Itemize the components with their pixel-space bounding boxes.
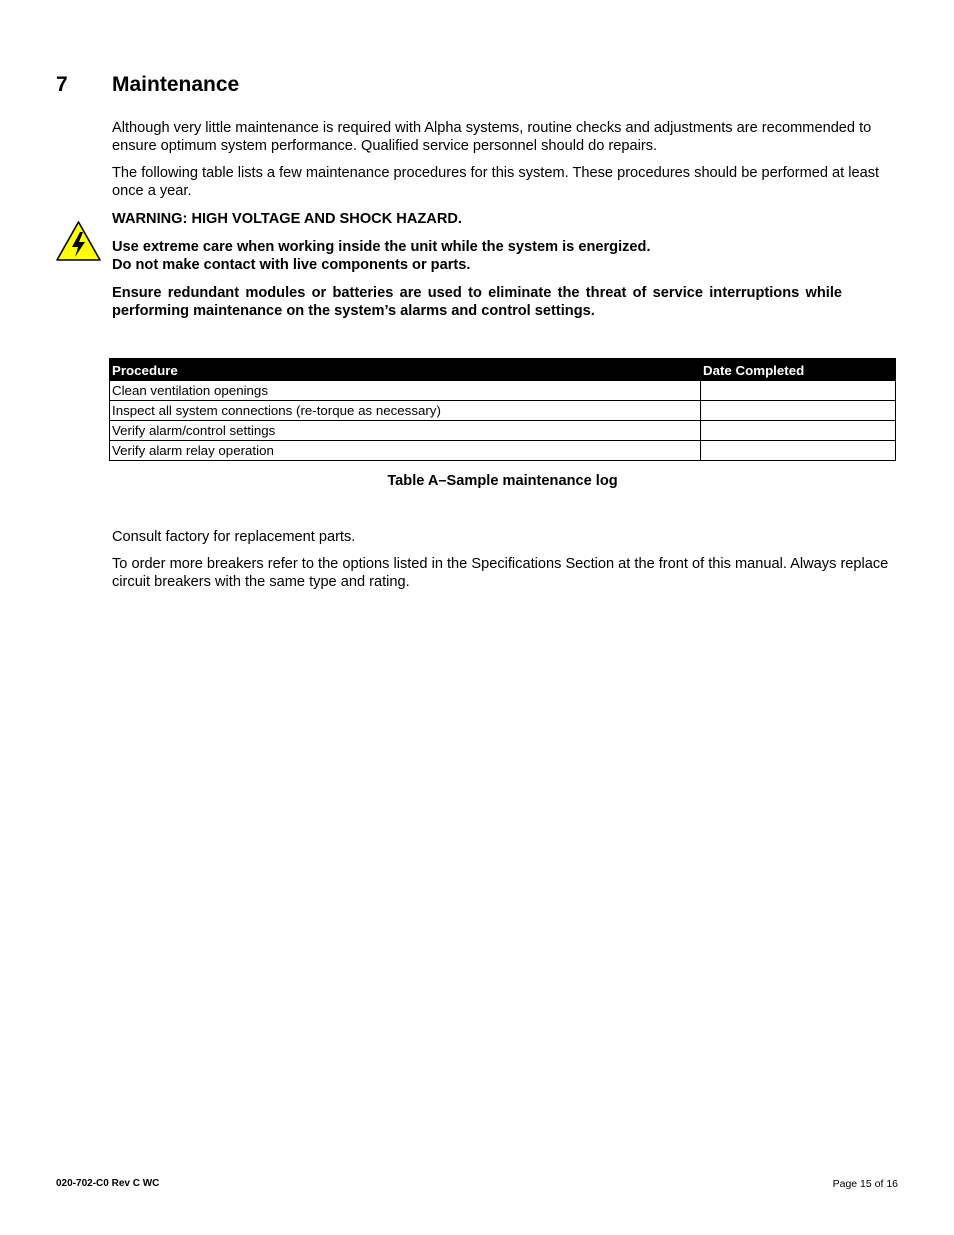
- date-cell: [701, 401, 896, 421]
- intro-text: The following table lists a few maintenance procedures for this system. These procedures should be performed at least once a year.: [112, 165, 880, 199]
- warning-redundant: [112, 284, 842, 320]
- warning-care-line: Do not make contact with live components or parts.: [112, 257, 471, 273]
- procedure-cell: Verify alarm/control settings: [110, 421, 701, 441]
- breakers-text: To order more breakers refer to the options listed in the Specifications Section at the front of this manual. Always replace circuit breakers with the same type and rating.: [112, 556, 889, 590]
- table-header-row: [110, 359, 896, 381]
- footer-page-number: Page 15 of 16: [832, 1178, 898, 1190]
- footer-doc-id: 020-702-C0 Rev C WC: [56, 1178, 160, 1189]
- table-row: [110, 381, 896, 401]
- procedure-cell: Clean ventilation openings: [110, 381, 701, 401]
- warning-care-line: Use extreme care when working inside the unit while the system is energized.: [112, 239, 651, 255]
- intro-text: Although very little maintenance is required with Alpha systems, routine checks and adjustments are recommended to ensure optimum system performance. Qualified service personnel should do repairs.: [112, 120, 872, 154]
- procedure-cell: Verify alarm relay operation: [110, 441, 701, 461]
- warning-title: [112, 210, 897, 228]
- table-row: [110, 421, 896, 441]
- table-caption: Table A–Sample maintenance log: [387, 473, 618, 489]
- warning-care: [112, 238, 897, 274]
- warning-redundant-text: Ensure redundant modules or batteries are used to eliminate the threat of service interruptions while performing maintenance on the system’s alarms and control settings.: [112, 285, 842, 319]
- consult-paragraph: [112, 528, 897, 546]
- date-cell: [701, 421, 896, 441]
- table-row: [110, 441, 896, 461]
- table-row: [110, 401, 896, 421]
- breakers-paragraph: [112, 555, 897, 591]
- high-voltage-warning-icon: [55, 220, 102, 262]
- section-number: 7: [56, 73, 68, 96]
- date-cell: [701, 441, 896, 461]
- section-title: Maintenance: [112, 73, 240, 96]
- procedure-cell: Inspect all system connections (re-torque as necessary): [110, 401, 701, 421]
- intro-paragraph: [112, 164, 897, 200]
- header-date-completed: Date Completed: [701, 359, 896, 381]
- consult-text: Consult factory for replacement parts.: [112, 529, 356, 545]
- section-heading: [56, 73, 239, 97]
- date-cell: [701, 381, 896, 401]
- intro-paragraph: [112, 119, 897, 155]
- warning-title-text: WARNING: HIGH VOLTAGE AND SHOCK HAZARD.: [112, 211, 462, 227]
- header-procedure: Procedure: [110, 359, 701, 381]
- maintenance-log-table: [109, 358, 896, 461]
